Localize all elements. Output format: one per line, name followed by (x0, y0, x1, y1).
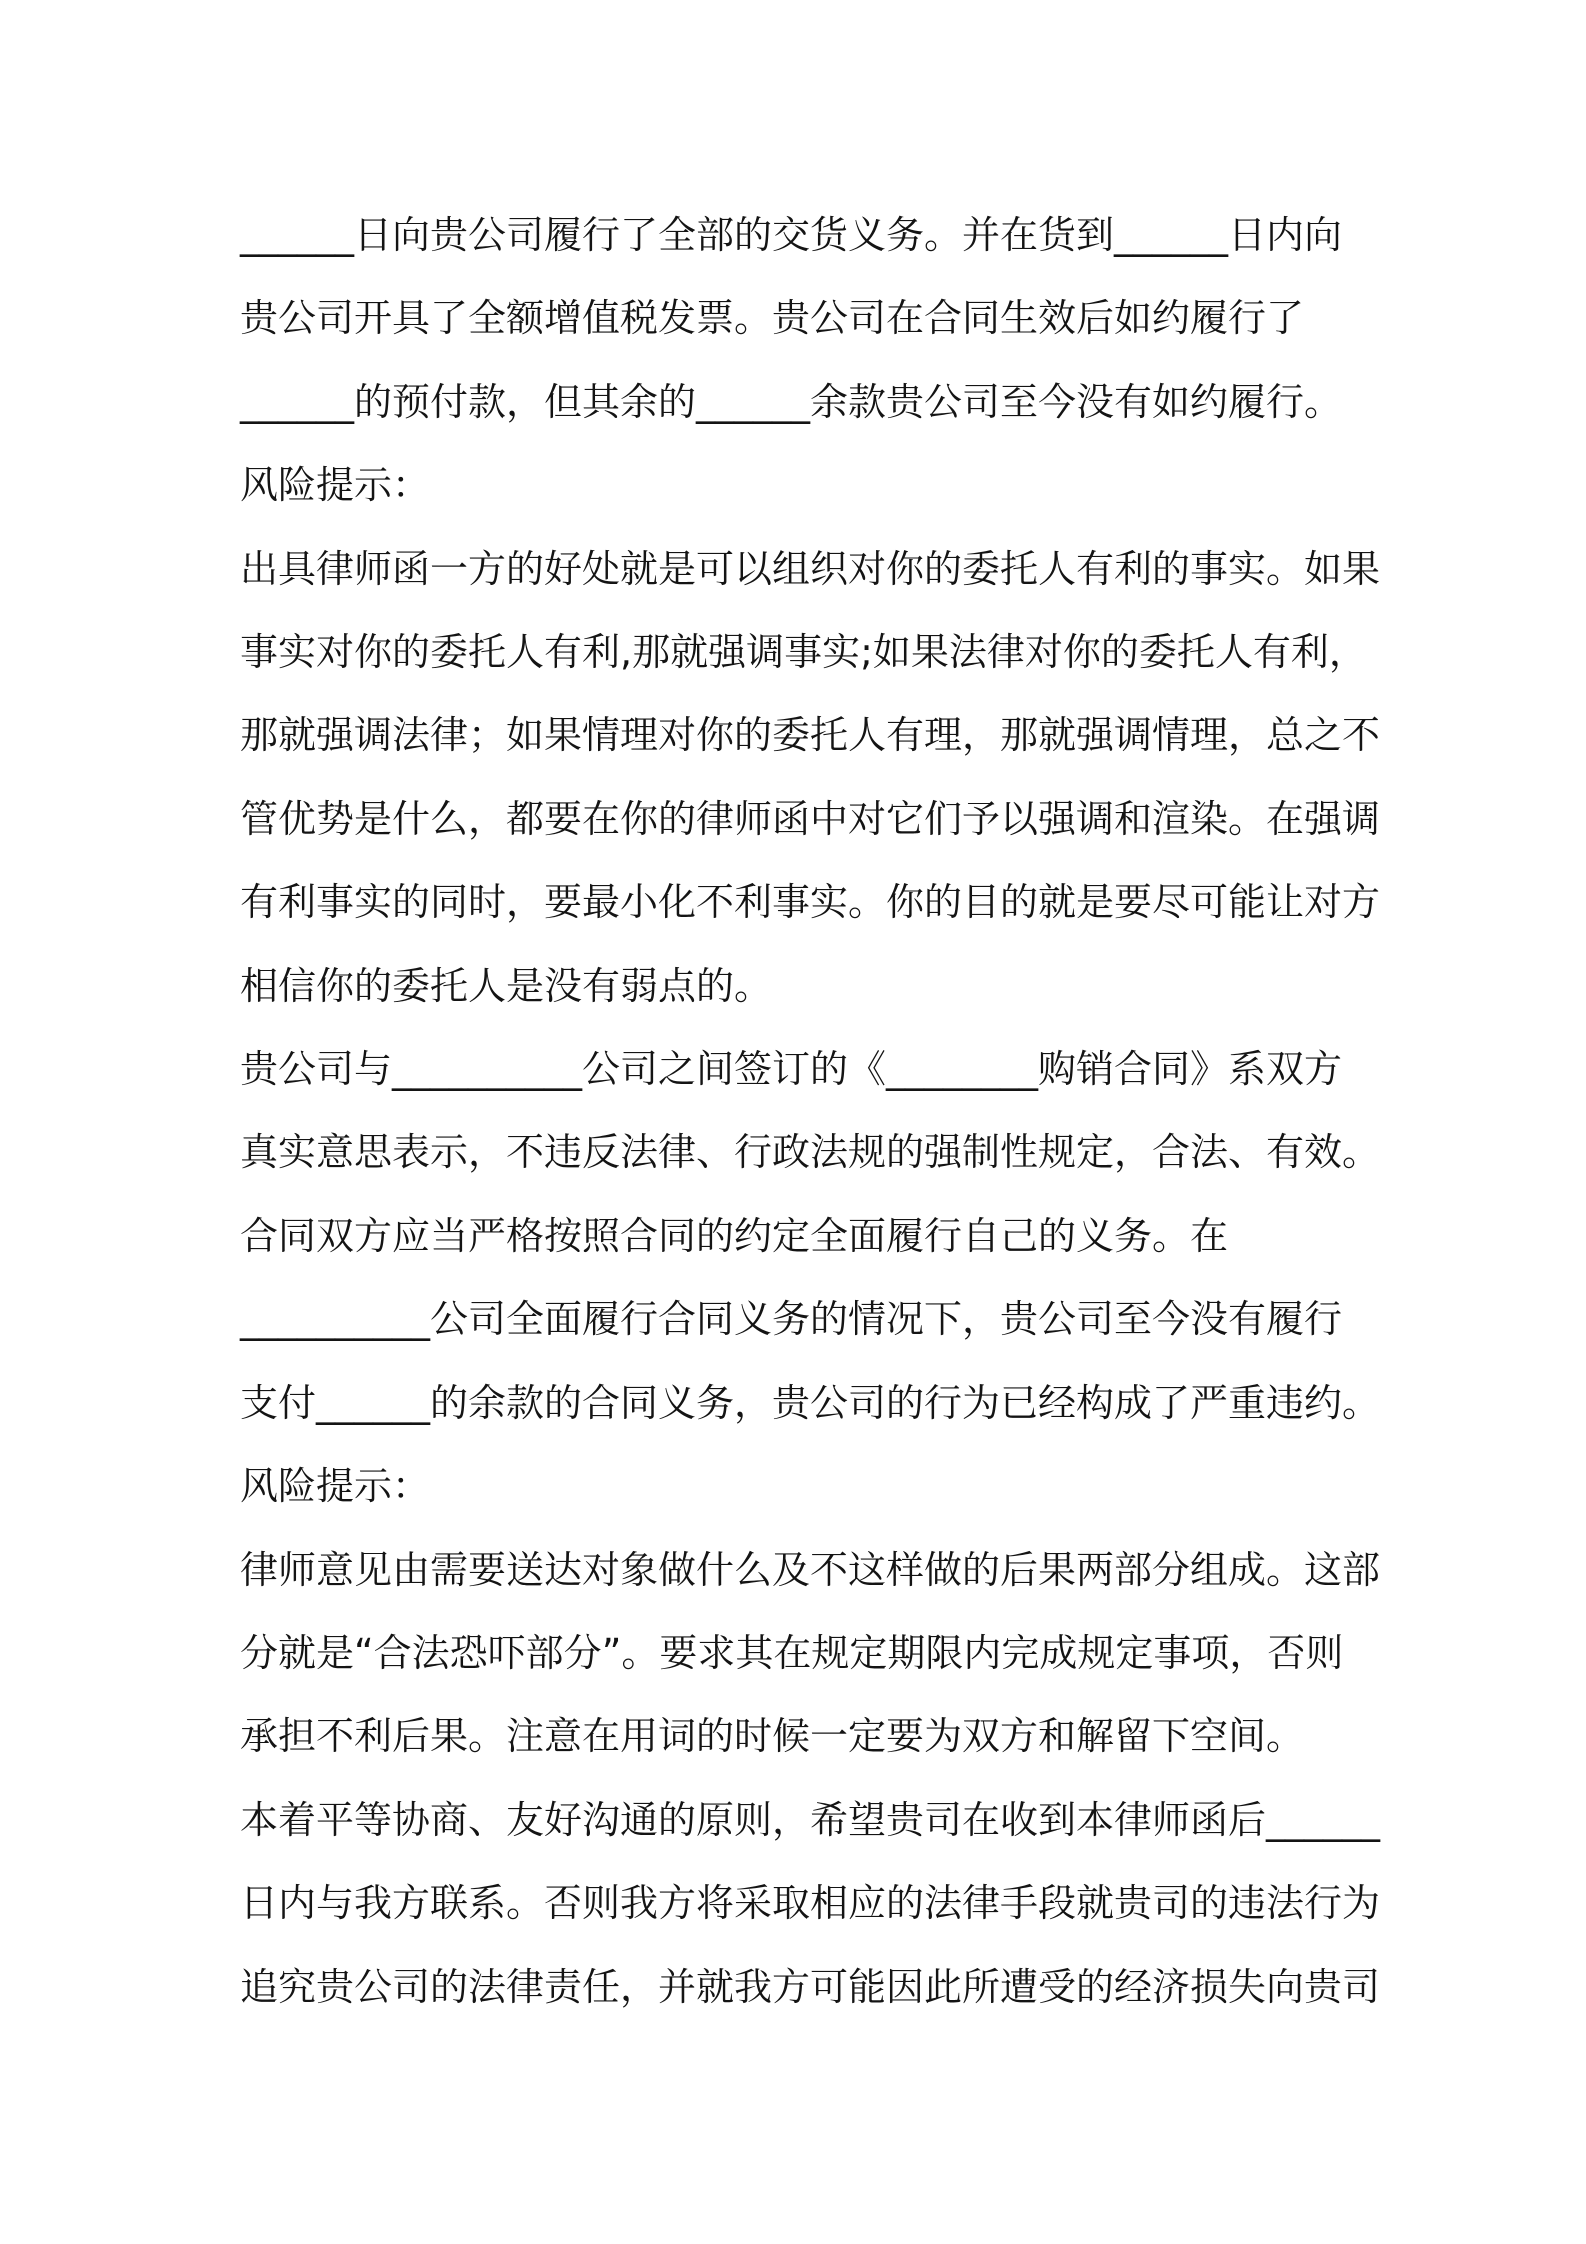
text-line: 日内与我方联系。否则我方将采取相应的法律手段就贵司的违法行为 (240, 1881, 1381, 1926)
text-line: 出具律师函一方的好处就是可以组织对你的委托人有利的事实。如果 (240, 546, 1381, 591)
text-line: 分就是“合法恐吓部分”。要求其在规定期限内完成规定事项，否则 (240, 1630, 1344, 1675)
text-line: 本着平等协商、友好沟通的原则，希望贵司在收到本律师函后______ (240, 1797, 1381, 1842)
text-line: 承担不利后果。注意在用词的时候一定要为双方和解留下空间。 (240, 1714, 1305, 1759)
text-line: ______日向贵公司履行了全部的交货义务。并在货到______日内向 (240, 213, 1343, 257)
text-line: 相信你的委托人是没有弱点的。 (240, 963, 773, 1008)
text-line: 事实对你的委托人有利,那就强调事实;如果法律对你的委托人有利， (240, 630, 1367, 675)
text-line: 有利事实的同时，要最小化不利事实。你的目的就是要尽可能让对方 (240, 880, 1381, 925)
text-line: 贵公司与__________公司之间签订的《________购销合同》系双方 (240, 1047, 1343, 1092)
text-line: 律师意见由需要送达对象做什么及不这样做的后果两部分组成。这部 (240, 1547, 1381, 1592)
risk-heading (240, 444, 1358, 527)
text-line: 合同双方应当严格按照合同的约定全面履行自己的义务。在 (240, 1213, 1229, 1258)
risk-heading (240, 1445, 1358, 1528)
paragraph-demand-notice (240, 1779, 1381, 2029)
text-line: 真实意思表示，不违反法律、行政法规的强制性规定，合法、有效。 (240, 1130, 1381, 1175)
text-line: 那就强调法律；如果情理对你的委托人有理，那就强调情理，总之不 (240, 713, 1381, 758)
text-line: 贵公司开具了全额增值税发票。贵公司在合同生效后如约履行了 (240, 296, 1305, 341)
text-line: __________公司全面履行合同义务的情况下，贵公司至今没有履行 (240, 1297, 1343, 1342)
paragraph-risk-advice-2 (240, 1529, 1381, 1779)
text-line: ______的预付款，但其余的______余款贵公司至今没有如约履行。 (240, 379, 1343, 424)
text-line: 管优势是什么，都要在你的律师函中对它们予以强调和渲染。在强调 (240, 796, 1381, 841)
text-line: 支付______的余款的合同义务，贵公司的行为已经构成了严重违约。 (240, 1380, 1381, 1425)
heading-text: 风险提示： (240, 463, 431, 508)
paragraph-performance-facts (240, 194, 1358, 444)
document-body (240, 194, 1381, 2029)
text-line: 追究贵公司的法律责任，并就我方可能因此所遭受的经济损失向贵司 (240, 1964, 1381, 2009)
paragraph-contract-breach (240, 1028, 1381, 1445)
paragraph-risk-advice-1 (240, 528, 1381, 1028)
heading-text: 风险提示： (240, 1464, 431, 1509)
